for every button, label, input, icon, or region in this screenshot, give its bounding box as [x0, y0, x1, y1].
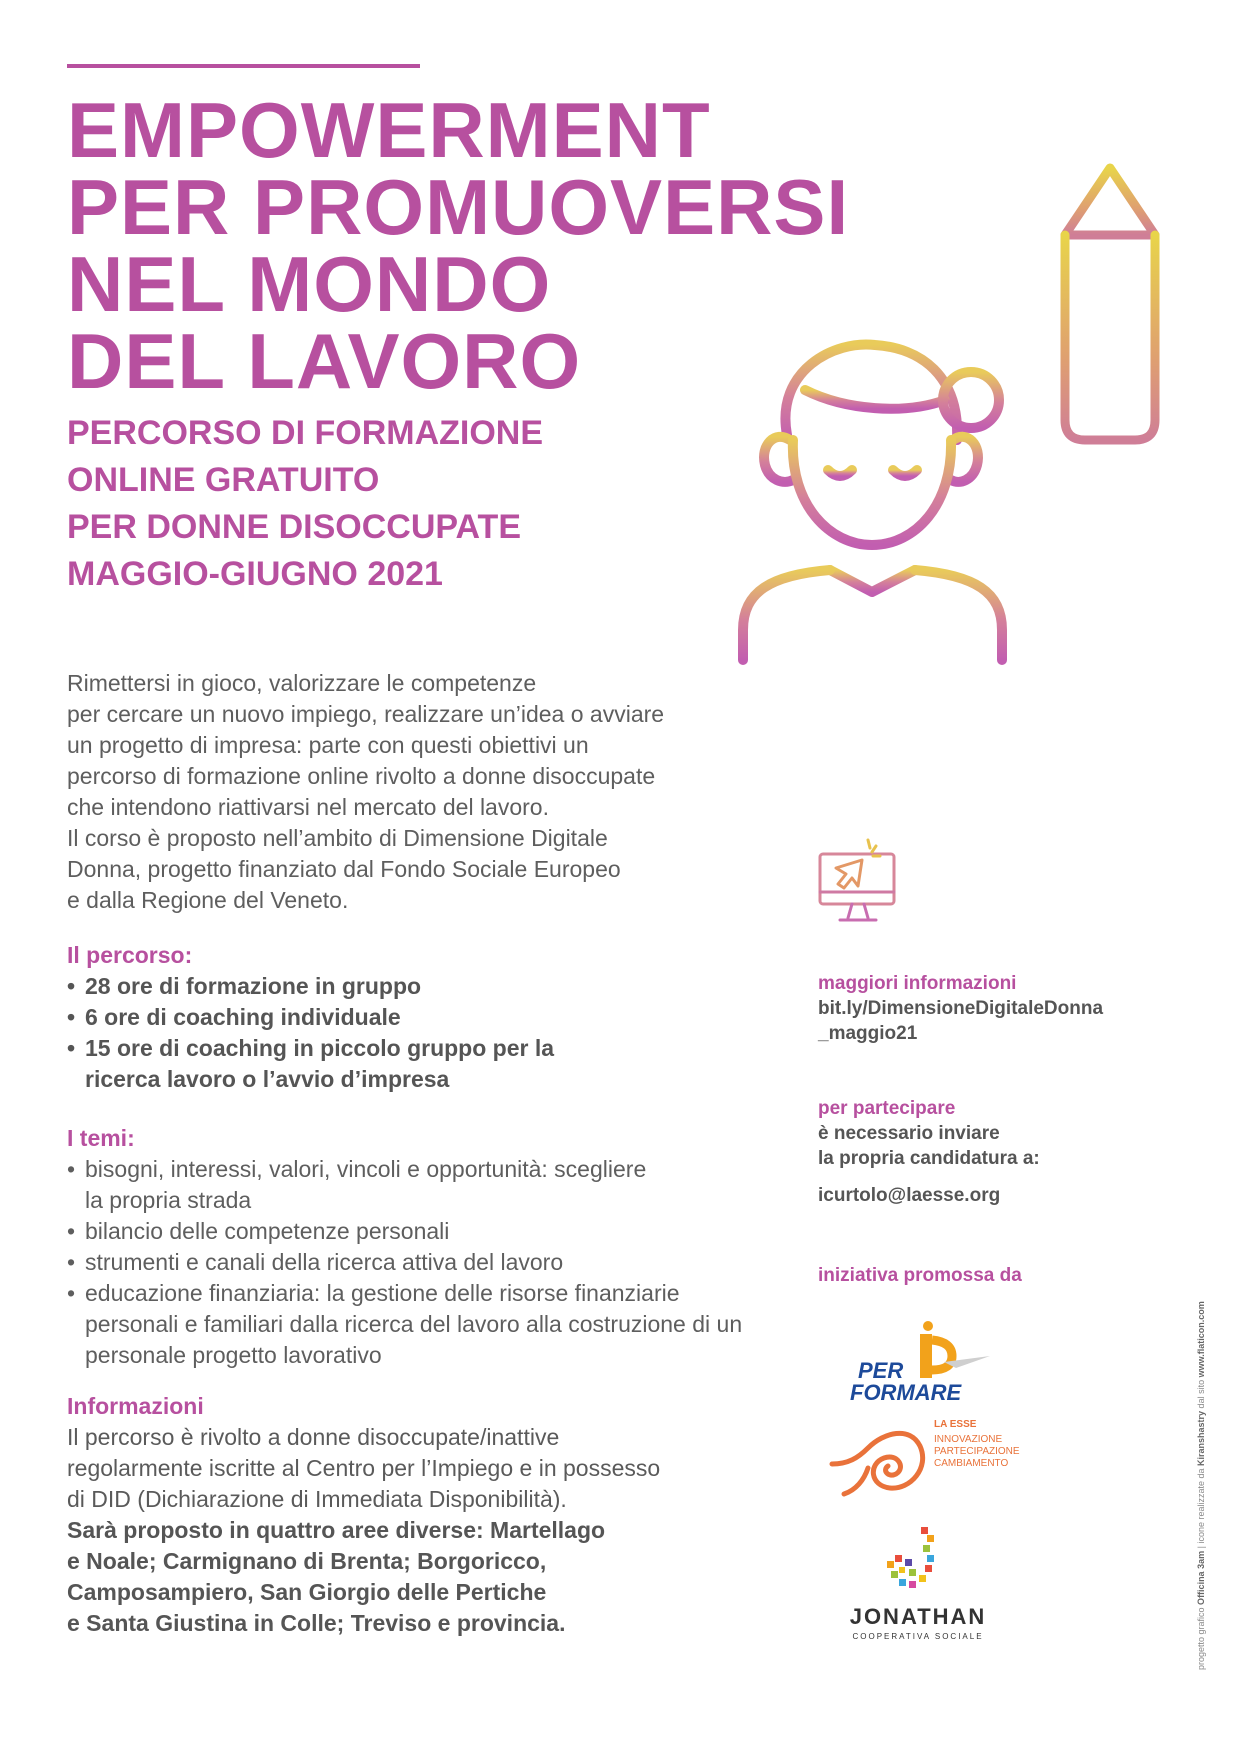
jonathan-name: JONATHAN	[849, 1604, 987, 1629]
temi-section	[67, 1123, 787, 1371]
link-line[interactable]: bit.ly/DimensioneDigitaleDonna	[818, 998, 1104, 1019]
intro-line: un progetto di impresa: parte con questi obiettivi un	[67, 732, 589, 758]
intro-paragraph	[67, 668, 767, 916]
info-bold-line: e Santa Giustina in Colle; Treviso e provincia.	[67, 1610, 566, 1636]
intro-line: percorso di formazione online rivolto a donne disoccupate	[67, 763, 656, 789]
info-line: regolarmente iscritte al Centro per l’Impiego e in possesso	[67, 1455, 661, 1481]
title-line: PER PROMUOVERSI	[67, 163, 850, 251]
list-item: • educazione finanziaria: la gestione delle risorse finanziarie personali e familiari dalla ricerca del lavoro alla costruzione di un personale progetto lavorativo	[67, 1278, 745, 1371]
intro-line: Il corso è proposto nell’ambito di Dimensione Digitale	[67, 825, 608, 851]
subtitle-line: PER DONNE DISOCCUPATE	[67, 508, 522, 546]
email-link[interactable]: icurtolo@laesse.org	[818, 1185, 1001, 1206]
percorso-title: Il percorso:	[67, 942, 193, 968]
computer-click-icon	[818, 834, 898, 924]
laesse-tagline	[934, 1434, 1054, 1470]
intro-line: Donna, progetto finanziato dal Fondo Sociale Europeo	[67, 856, 621, 882]
participate-line: è necessario inviare	[818, 1123, 1000, 1144]
title-line: NEL MONDO	[67, 240, 552, 328]
laesse-tag-line: PARTECIPAZIONE	[934, 1446, 1020, 1457]
title-line: DEL LAVORO	[67, 317, 582, 405]
credit-site-prefix: dal sito	[1196, 1379, 1206, 1409]
pencil-icon	[1055, 160, 1165, 450]
promoted-title-text: iniziativa promossa da	[818, 1265, 1022, 1286]
laesse-tag-line: INNOVAZIONE	[934, 1434, 1003, 1445]
subtitle-line: ONLINE GRATUITO	[67, 461, 380, 499]
credit-author: Kiranshastry	[1196, 1410, 1206, 1466]
page-title	[67, 86, 850, 405]
participate-title: per partecipare	[818, 1098, 956, 1119]
info-bold-line: Sarà proposto in quattro aree diverse: Martellago	[67, 1517, 606, 1543]
page-subtitle	[67, 410, 543, 598]
jonathan-subtitle: COOPERATIVA SOCIALE	[852, 1632, 984, 1641]
laesse-logo	[828, 1418, 932, 1498]
informazioni-title: Informazioni	[67, 1393, 204, 1419]
intro-line: che intendono riattivarsi nel mercato del lavoro.	[67, 794, 549, 820]
more-info-title: maggiori informazioni	[818, 973, 1017, 994]
intro-line: Rimettersi in gioco, valorizzare le competenze	[67, 670, 537, 696]
list-item: • 15 ore di coaching in piccolo gruppo per la ricerca lavoro o l’avvio d’impresa	[67, 1033, 625, 1095]
info-bold-line: Camposampiero, San Giorgio delle Pertiche	[67, 1579, 547, 1605]
top-rule	[67, 64, 420, 68]
performare-logo-text-1: PER	[858, 1358, 904, 1383]
intro-line: e dalla Regione del Veneto.	[67, 887, 349, 913]
subtitle-line: MAGGIO-GIUGNO 2021	[67, 555, 443, 593]
link-line[interactable]: _maggio21	[818, 1023, 918, 1044]
credit-middle: | icone realizzate da	[1196, 1468, 1206, 1549]
temi-title: I temi:	[67, 1125, 135, 1151]
temi-list	[67, 1154, 787, 1371]
woman-icon	[735, 330, 1015, 665]
credit-prefix: progetto grafico	[1196, 1607, 1206, 1670]
informazioni-section	[67, 1391, 787, 1639]
credit-studio: Officina 3am	[1196, 1550, 1206, 1605]
performare-logo	[848, 1318, 998, 1408]
percorso-list	[67, 971, 787, 1095]
laesse-tag-line: CAMBIAMENTO	[934, 1458, 1009, 1469]
participate-block	[818, 1096, 1148, 1171]
title-line: EMPOWERMENT	[67, 86, 711, 174]
performare-logo-text-2: FORMARE	[850, 1380, 962, 1405]
list-item: • bisogni, interessi, valori, vincoli e opportunità: scegliere la propria strada	[67, 1154, 665, 1216]
credit-site: www.flaticon.com	[1196, 1301, 1206, 1378]
subtitle-line: PERCORSO DI FORMAZIONE	[67, 414, 544, 452]
participate-line: la propria candidatura a:	[818, 1148, 1040, 1169]
info-line: Il percorso è rivolto a donne disoccupate/inattive	[67, 1424, 560, 1450]
list-item: • strumenti e canali della ricerca attiva del lavoro	[67, 1247, 787, 1278]
more-info-link[interactable]	[818, 996, 1148, 1046]
laesse-name: LA ESSE	[934, 1419, 977, 1430]
percorso-section	[67, 940, 787, 1095]
list-item: • 6 ore di coaching individuale	[67, 1002, 787, 1033]
intro-line: per cercare un nuovo impiego, realizzare un’idea o avviare	[67, 701, 665, 727]
list-item: • 28 ore di formazione in gruppo	[67, 971, 787, 1002]
more-info-block	[818, 971, 1148, 1046]
list-item: • bilancio delle competenze personali	[67, 1216, 787, 1247]
info-bold-line: e Noale; Carmignano di Brenta; Borgoricco,	[67, 1548, 547, 1574]
info-line: di DID (Dichiarazione di Immediata Disponibilità).	[67, 1486, 567, 1512]
promoted-by-title	[818, 1263, 1148, 1288]
design-credit	[1196, 1250, 1206, 1670]
jonathan-logo	[883, 1525, 953, 1599]
